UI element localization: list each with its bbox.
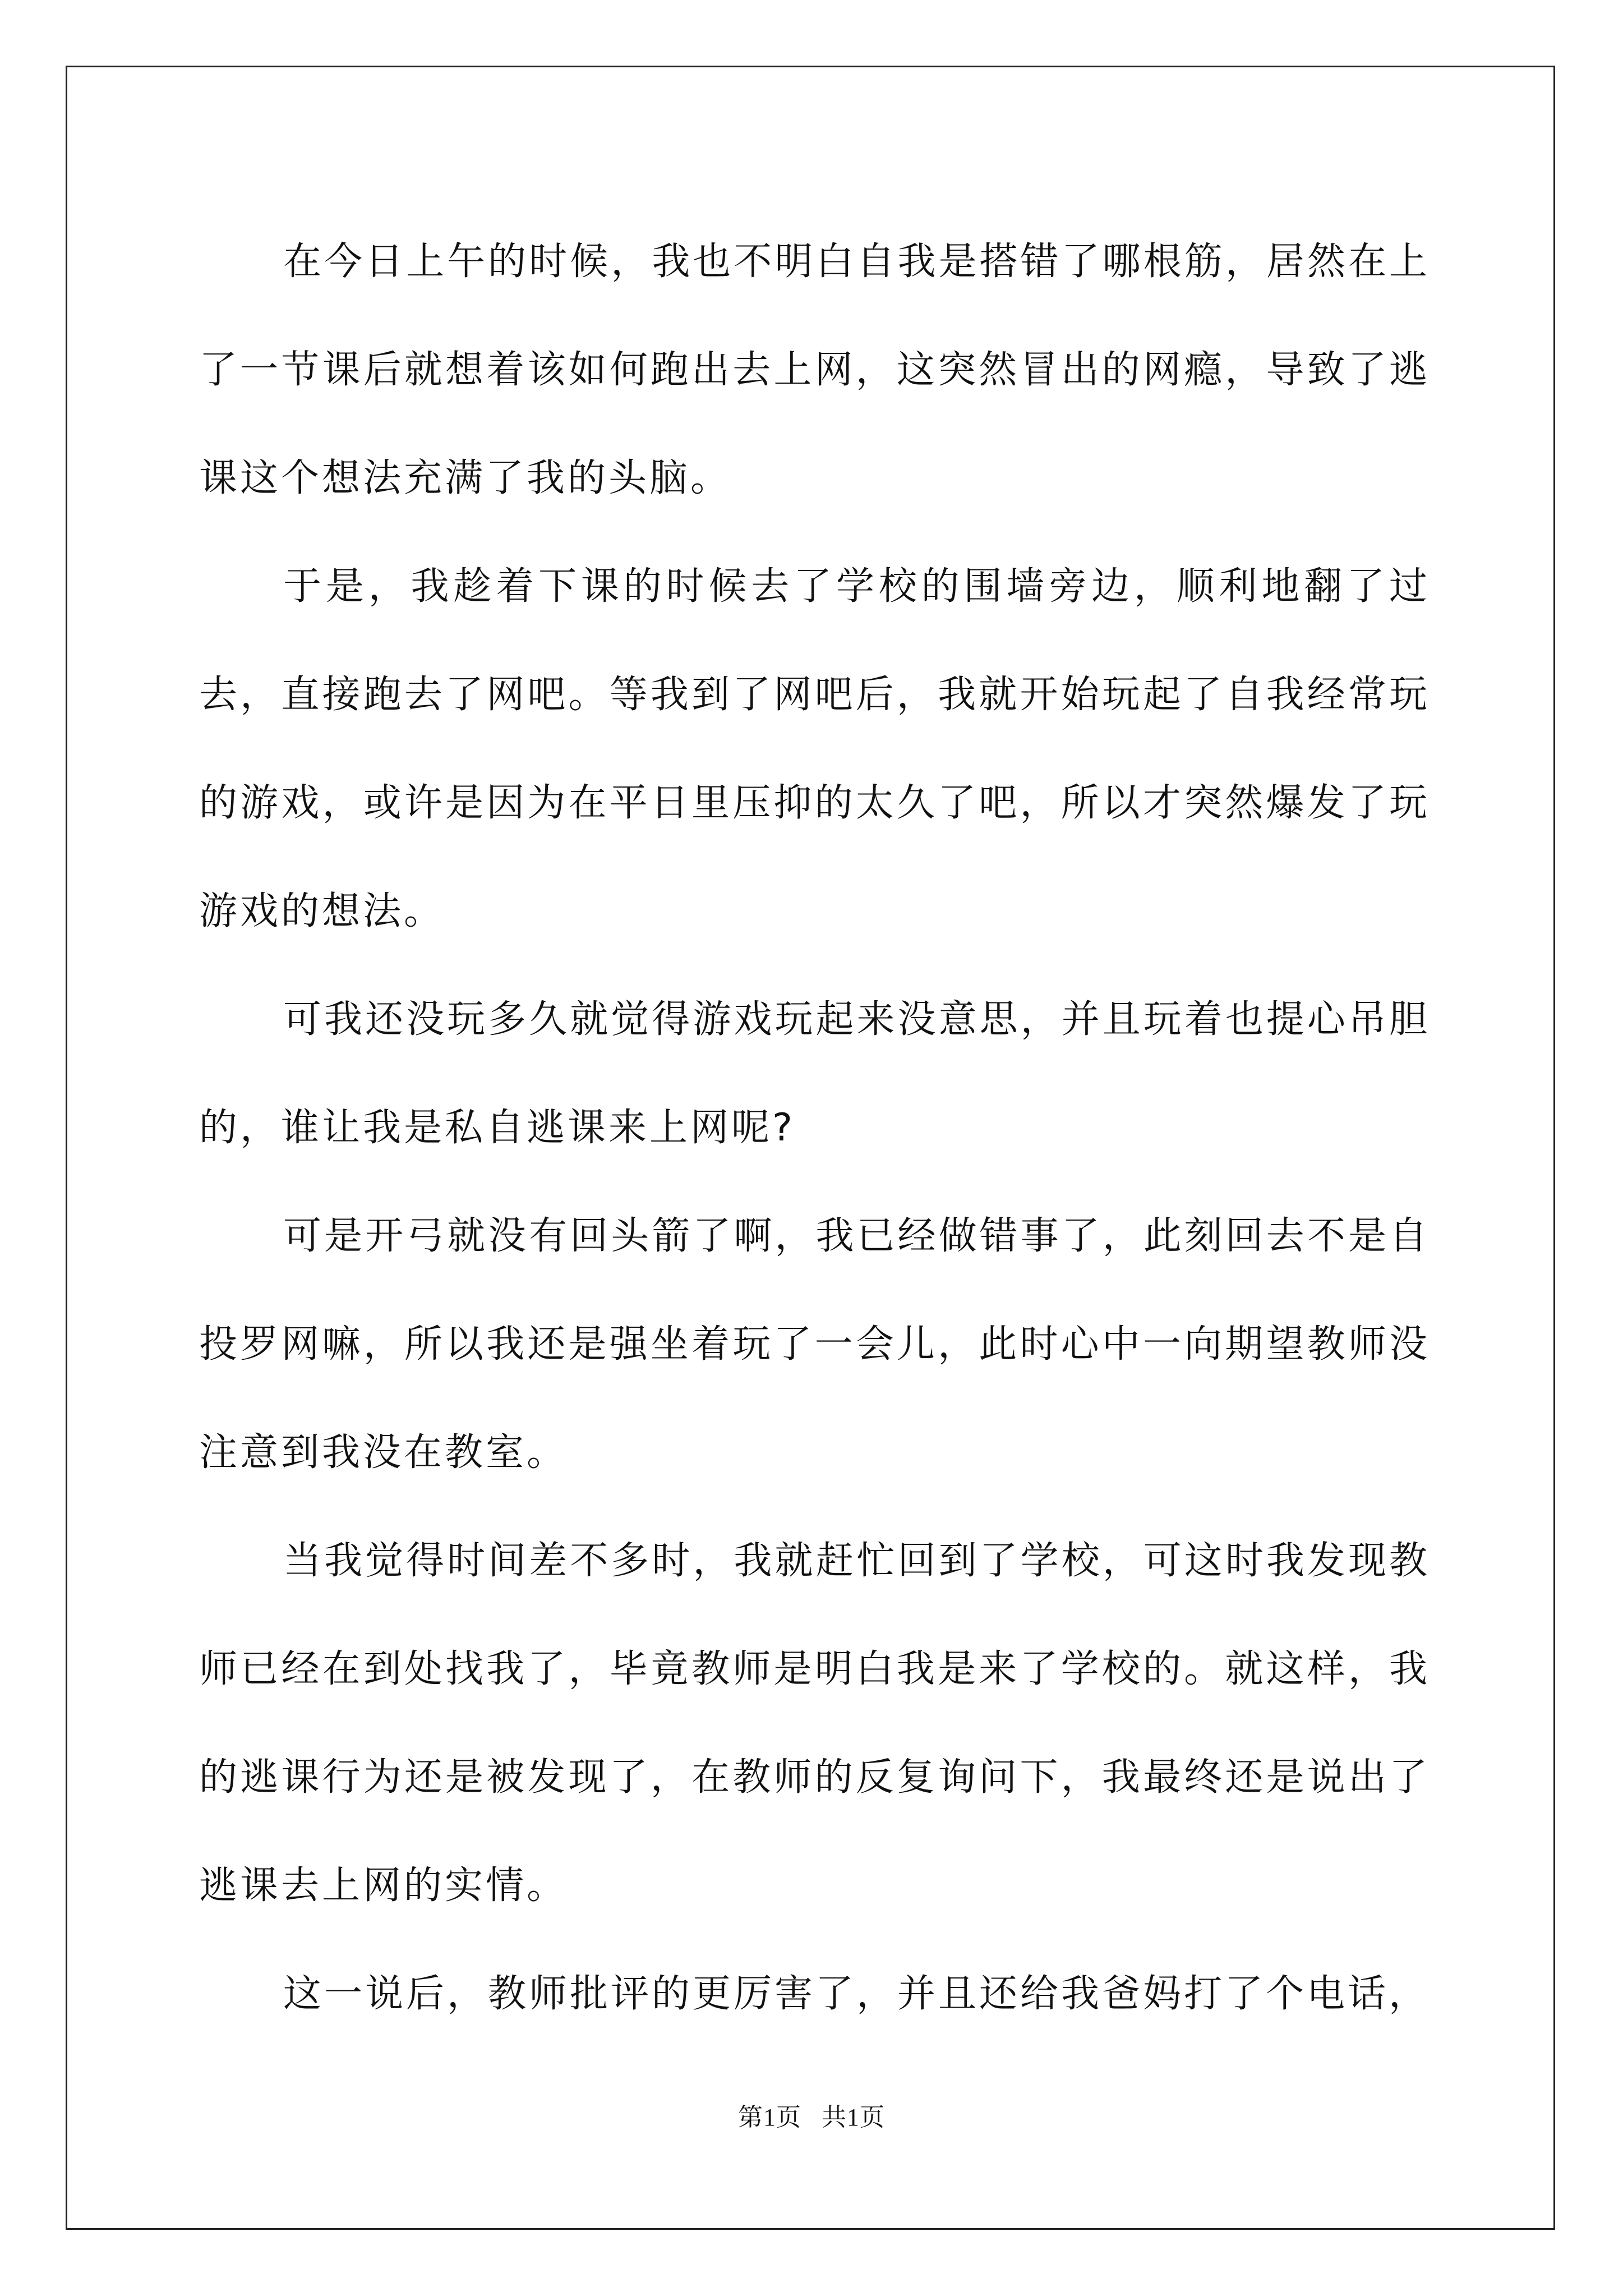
document-body xyxy=(199,208,1430,2048)
paragraph-2: 于是，我趁着下课的时候去了学校的围墙旁边，顺利地翻了过去，直接跑去了网吧。等我到了网吧后，我就开始玩起了自我经常玩的游戏，或许是因为在平日里压抑的太久了吧，所以才突然爆发了玩游戏的想法。 xyxy=(199,564,1430,933)
paragraph-4: 可是开弓就没有回头箭了啊，我已经做错事了，此刻回去不是自投罗网嘛，所以我还是强坐着玩了一会儿，此时心中一向期望教师没注意到我没在教室。 xyxy=(199,1214,1430,1475)
paragraph-6: 这一说后，教师批评的更厉害了，并且还给我爸妈打了个电话， xyxy=(283,1972,1430,2016)
page-footer xyxy=(0,2097,1623,2133)
paragraph-5: 当我觉得时间差不多时，我就赶忙回到了学校，可这时我发现教师已经在到处找我了，毕竟教师是明白我是来了学校的。就这样，我的逃课行为还是被发现了，在教师的反复询问下，我最终还是说出了逃课去上网的实情。 xyxy=(199,1539,1430,1908)
page-number-total: 共1页 xyxy=(822,2104,885,2131)
page-number-current: 第1页 xyxy=(738,2104,801,2131)
paragraph-3: 可我还没玩多久就觉得游戏玩起来没意思，并且玩着也提心吊胆的，谁让我是私自逃课来上网呢? xyxy=(199,997,1430,1150)
paragraph-1: 在今日上午的时候，我也不明白自我是搭错了哪根筋，居然在上了一节课后就想着该如何跑出去上网，这突然冒出的网瘾，导致了逃课这个想法充满了我的头脑。 xyxy=(199,240,1430,500)
